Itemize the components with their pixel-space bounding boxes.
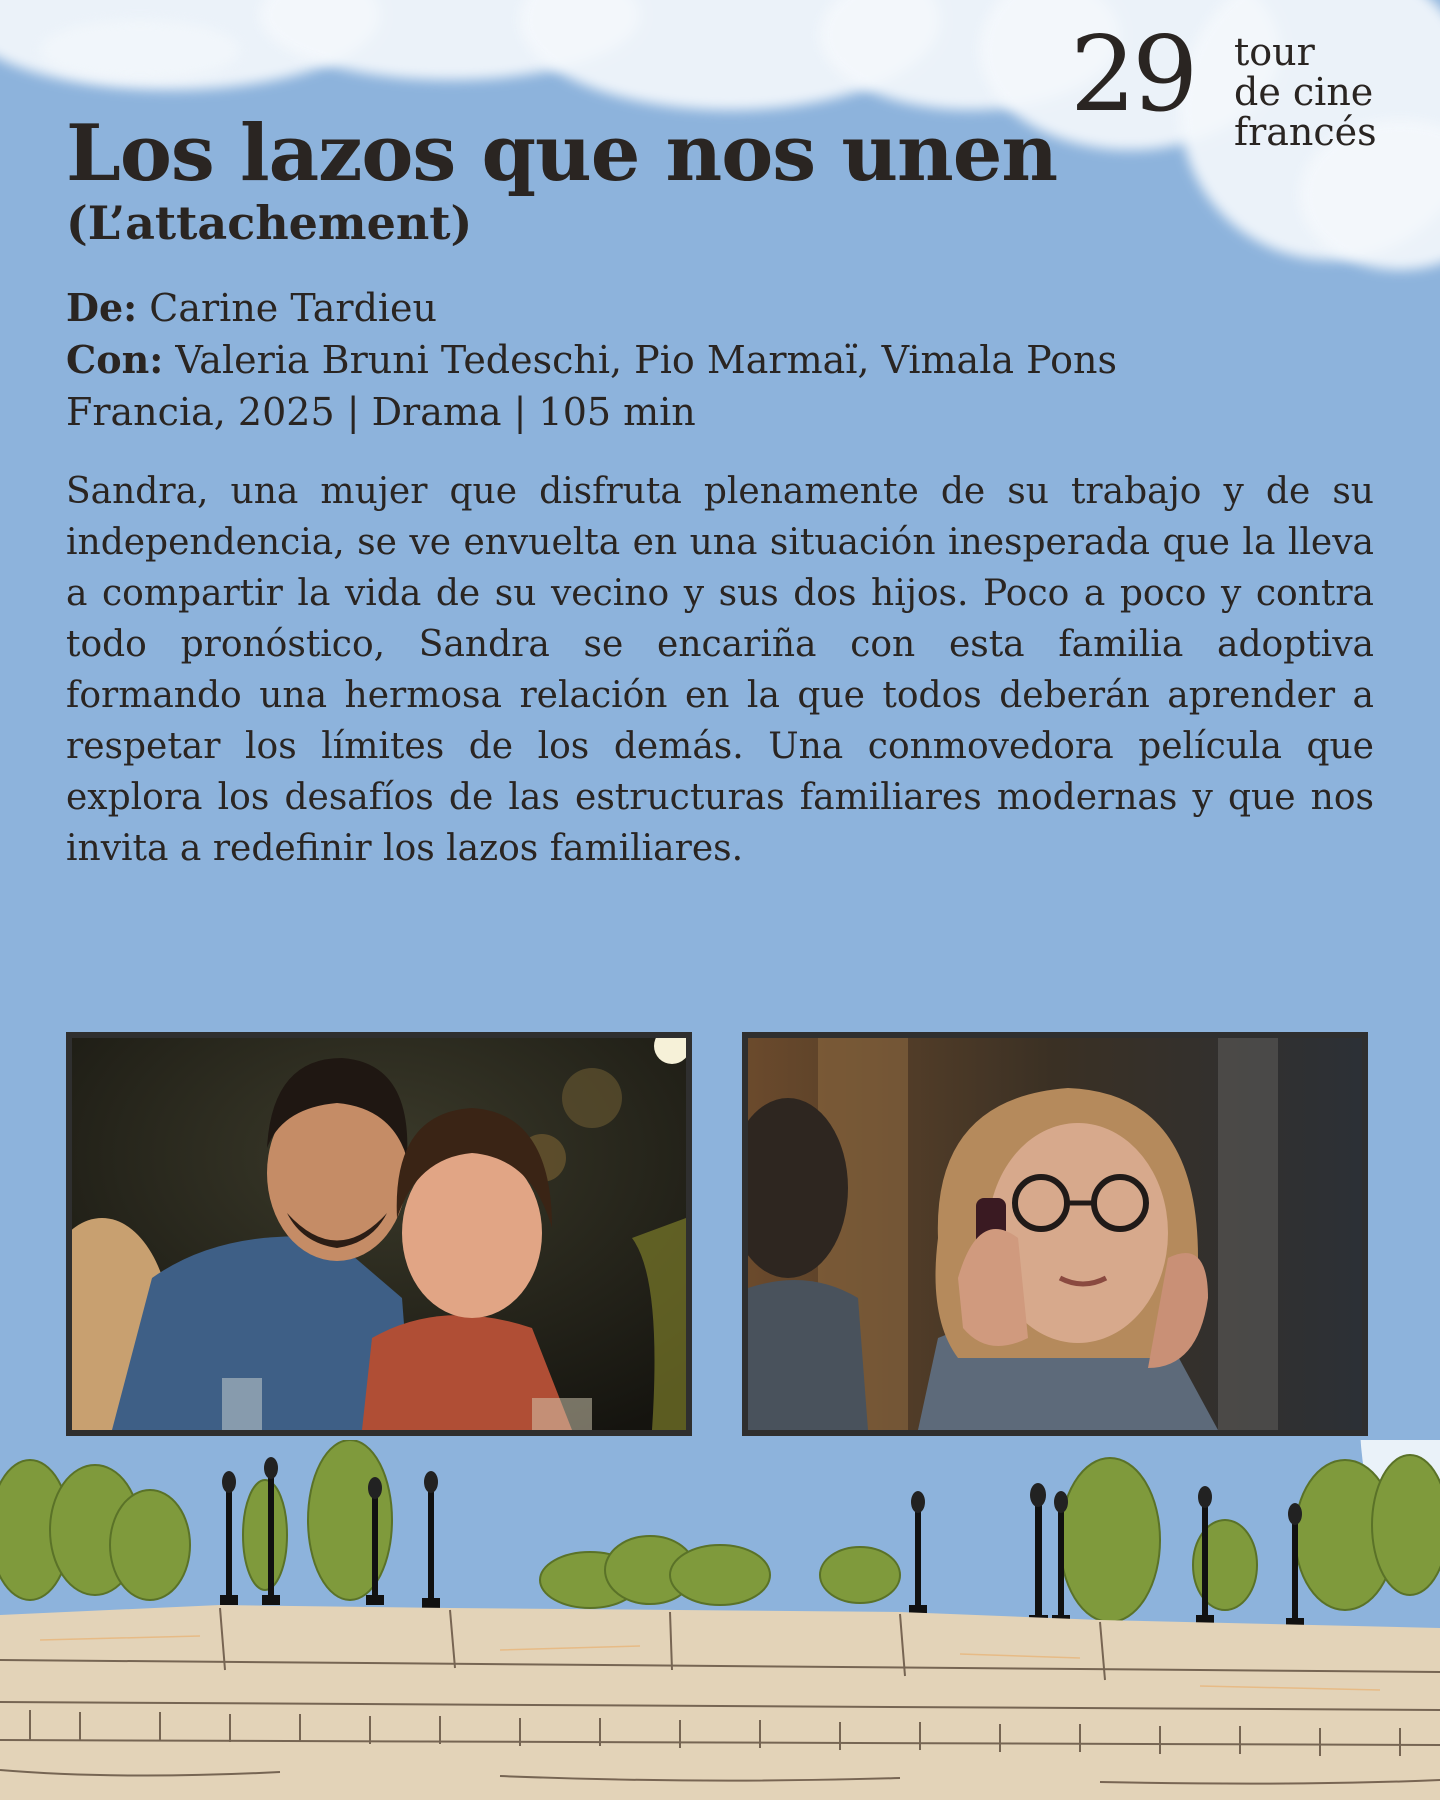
logo-text: [1234, 32, 1377, 152]
director-row: [66, 282, 1117, 334]
director-name: Carine Tardieu: [149, 286, 438, 330]
credits: [66, 282, 1117, 438]
director-label: De:: [66, 285, 138, 330]
original-title: (L’attachement): [66, 196, 473, 250]
logo-number: 29: [1070, 13, 1195, 135]
movie-info: Francia, 2025 | Drama | 105 min: [66, 390, 696, 434]
logo-line-3: francés: [1234, 110, 1377, 154]
river-bank-illustration: [0, 1440, 1440, 1800]
logo-line-1: tour: [1234, 30, 1315, 74]
cast-row: [66, 334, 1117, 386]
movie-title: Los lazos que nos unen: [66, 108, 1058, 199]
synopsis: Sandra, una mujer que disfruta plenamente de su trabajo y de su independencia, se ve envuelta en una situación inesperada que la lleva a compartir la vida de su vecino y sus dos hijos. Poco a poco y contra todo pronóstico, Sandra se encariña con esta familia adoptiva formando una hermosa relación en la que todos deberán aprender a respetar los límites de los demás. Una conmovedora película que explora los desafíos de las estructuras familiares modernas y que nos invita a redefinir los lazos familiares.: [66, 471, 1374, 869]
logo-line-2: de cine: [1234, 70, 1374, 114]
cast-label: Con:: [66, 337, 164, 382]
still-photo-father-son: [66, 1032, 692, 1436]
still-photo-woman-phone: [742, 1032, 1368, 1436]
festival-logo: [1070, 13, 1382, 154]
cast-names: Valeria Bruni Tedeschi, Pio Marmaï, Vimala Pons: [175, 338, 1117, 382]
